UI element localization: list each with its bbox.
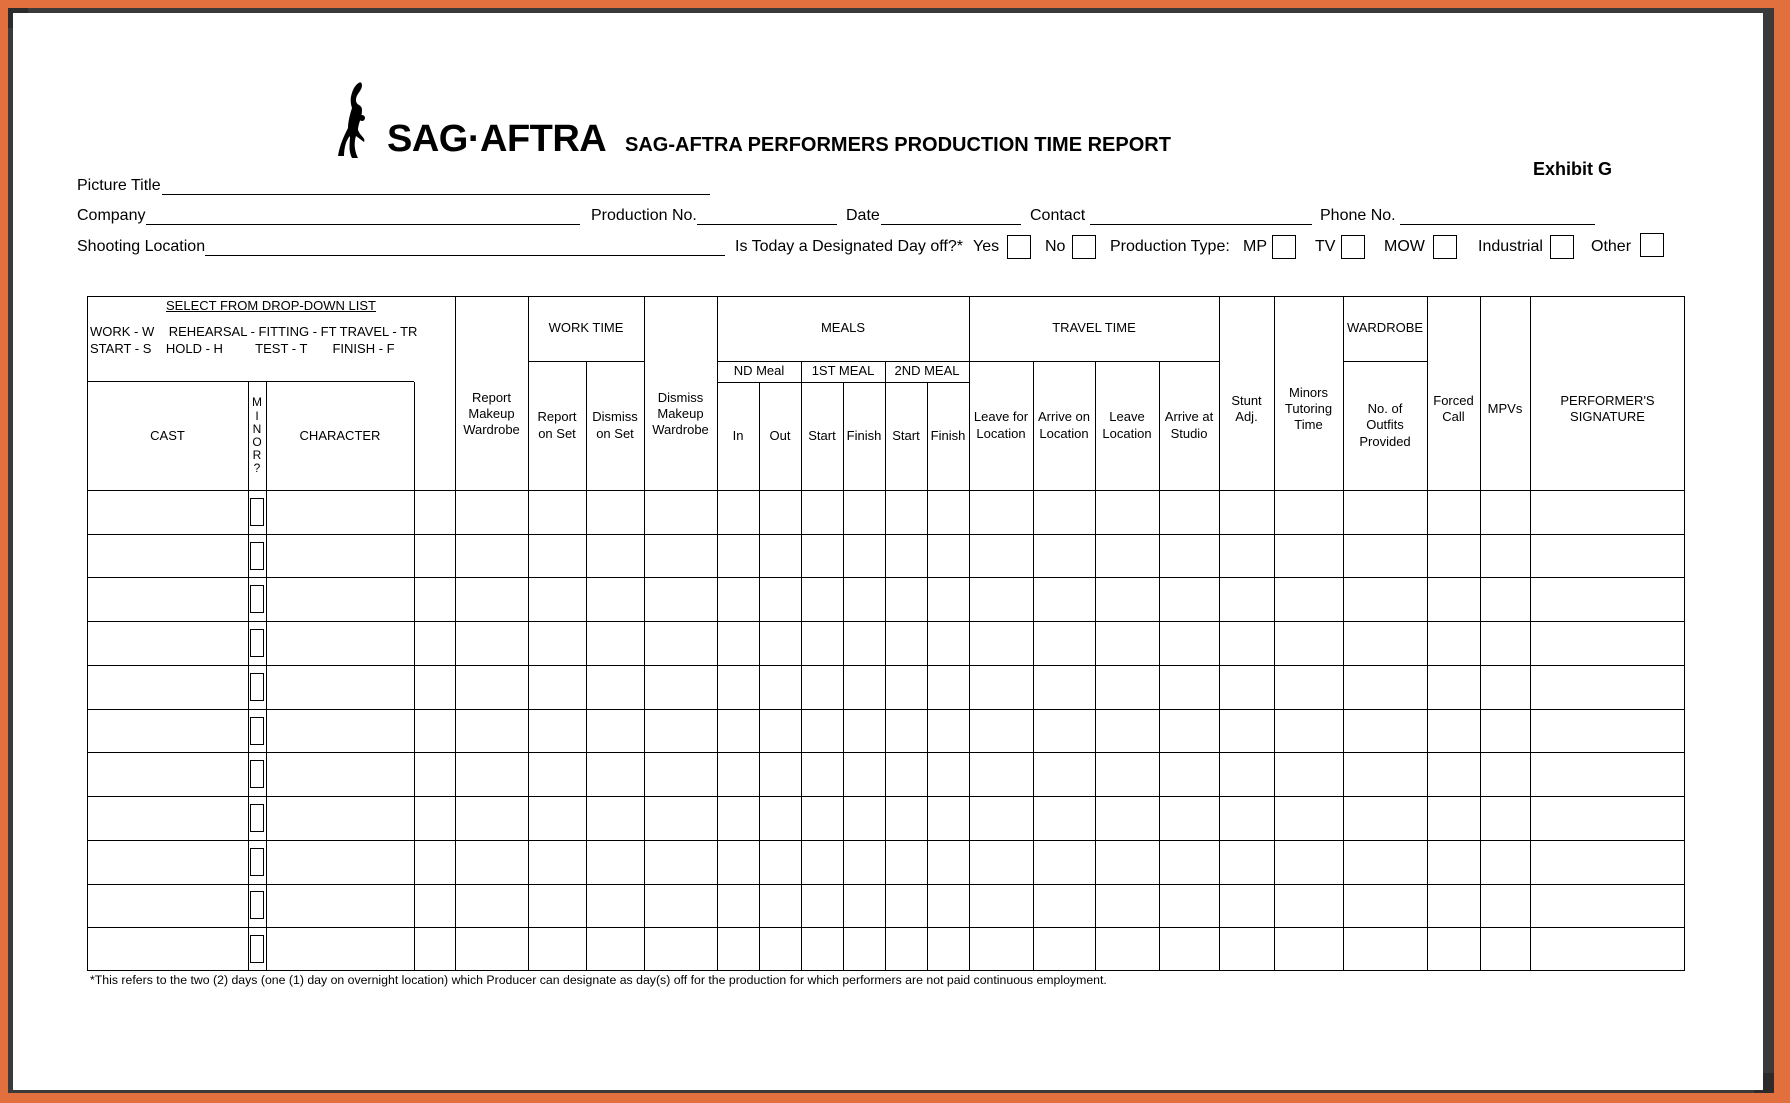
contact-field[interactable] xyxy=(1090,224,1312,225)
column-divider xyxy=(969,296,970,971)
mpvs-header: MPVs xyxy=(1487,400,1523,416)
minor-checkbox[interactable] xyxy=(250,717,264,745)
column-divider xyxy=(455,296,456,971)
minor-checkbox[interactable] xyxy=(250,673,264,701)
column-divider xyxy=(885,361,886,971)
arrive-on-location-header: Arrive on Location xyxy=(1037,409,1091,441)
cast-header: CAST xyxy=(150,427,185,443)
travel-time-header: TRAVEL TIME xyxy=(1052,320,1136,336)
column-divider xyxy=(586,361,587,971)
table-row xyxy=(87,621,1685,622)
report-on-set-header: Report on Set xyxy=(537,409,577,441)
minor-header: M I N O R ? xyxy=(252,395,262,476)
nd-meal-header: ND Meal xyxy=(733,363,785,379)
dismiss-makeup-header: Dismiss Makeup Wardrobe xyxy=(652,389,709,438)
no-label: No xyxy=(1045,238,1066,255)
nd-in-header: In xyxy=(732,427,744,443)
no-outfits-header: No. of Outfits Provided xyxy=(1359,401,1411,449)
yes-label: Yes xyxy=(973,238,1000,255)
column-divider xyxy=(1530,296,1531,971)
column-divider xyxy=(1480,296,1481,971)
column-divider xyxy=(528,296,529,971)
type-mp-checkbox[interactable] xyxy=(1272,235,1296,259)
footnote: *This refers to the two (2) days (one (1) day on overnight location) which Producer can designate as day(s) off for the production for which performers are not paid continuous employment. xyxy=(90,973,1107,987)
table-row xyxy=(87,840,1685,841)
column-divider xyxy=(1427,296,1428,971)
minor-checkbox[interactable] xyxy=(250,760,264,788)
character-header: CHARACTER xyxy=(299,427,381,443)
column-divider xyxy=(759,382,760,971)
yes-checkbox[interactable] xyxy=(1007,235,1031,259)
legend-heading: SELECT FROM DROP-DOWN LIST xyxy=(166,297,376,313)
picture-title-label: Picture Title xyxy=(77,177,161,194)
no-checkbox[interactable] xyxy=(1072,235,1096,259)
first-meal-header: 1ST MEAL xyxy=(811,363,875,379)
report-makeup-header: Report Makeup Wardrobe xyxy=(463,389,520,438)
second-meal-header: 2ND MEAL xyxy=(894,363,960,379)
minor-checkbox[interactable] xyxy=(250,848,264,876)
meal1-finish-header: Finish xyxy=(846,427,882,443)
type-mow-checkbox[interactable] xyxy=(1433,235,1457,259)
column-divider xyxy=(1033,361,1034,971)
table-row xyxy=(87,709,1685,710)
date-field[interactable] xyxy=(881,224,1021,225)
production-no-label: Production No. xyxy=(591,207,697,224)
date-label: Date xyxy=(846,207,880,224)
type-tv-label: TV xyxy=(1315,238,1336,255)
column-divider xyxy=(644,296,645,971)
meal1-start-header: Start xyxy=(808,427,836,443)
column-divider xyxy=(1159,361,1160,971)
column-divider xyxy=(248,382,249,971)
table-row xyxy=(87,752,1685,753)
type-industrial-checkbox[interactable] xyxy=(1550,235,1574,259)
table-row xyxy=(87,577,1685,578)
minor-checkbox[interactable] xyxy=(250,585,264,613)
production-type-label: Production Type: xyxy=(1110,238,1230,255)
table-row xyxy=(87,534,1685,535)
table-row xyxy=(87,927,1685,928)
arrive-at-studio-header: Arrive at Studio xyxy=(1164,409,1214,441)
signature-header: PERFORMER'S SIGNATURE xyxy=(1560,392,1655,424)
wardrobe-header: WARDROBE xyxy=(1346,320,1424,336)
minor-checkbox[interactable] xyxy=(250,891,264,919)
column-divider xyxy=(927,382,928,971)
type-other-label: Other xyxy=(1591,238,1632,255)
column-divider xyxy=(843,382,844,971)
meal2-start-header: Start xyxy=(892,427,920,443)
type-mp-label: MP xyxy=(1243,238,1267,255)
report-page xyxy=(13,13,1763,1090)
shooting-location-label: Shooting Location xyxy=(77,238,206,255)
minors-tutoring-header: Minors Tutoring Time xyxy=(1284,384,1333,433)
exhibit-label: Exhibit G xyxy=(1533,159,1613,179)
day-off-question: Is Today a Designated Day off?* xyxy=(735,238,963,255)
time-report-table xyxy=(87,296,1685,971)
meal2-finish-header: Finish xyxy=(930,427,966,443)
meals-header: MEALS xyxy=(820,320,866,336)
contact-label: Contact xyxy=(1030,207,1086,224)
minor-checkbox[interactable] xyxy=(250,804,264,832)
minor-checkbox[interactable] xyxy=(250,542,264,570)
company-field[interactable] xyxy=(146,224,580,225)
shooting-location-field[interactable] xyxy=(205,255,725,256)
dismiss-on-set-header: Dismiss on Set xyxy=(592,409,638,441)
legend-line-1: WORK - W REHEARSAL - FITTING - FT TRAVEL - TR xyxy=(90,323,418,339)
column-divider xyxy=(266,382,267,971)
dancer-figure-icon xyxy=(332,78,388,183)
phone-no-label: Phone No. xyxy=(1320,207,1396,224)
type-tv-checkbox[interactable] xyxy=(1341,235,1365,259)
sag-aftra-logo xyxy=(332,78,607,183)
company-label: Company xyxy=(77,207,146,224)
type-industrial-label: Industrial xyxy=(1478,238,1543,255)
leave-location-header: Leave Location xyxy=(1102,409,1152,441)
column-divider xyxy=(1274,296,1275,971)
legend-line-2: START - S HOLD - H TEST - T FINISH - F xyxy=(90,340,395,356)
type-mow-label: MOW xyxy=(1384,238,1425,255)
column-divider xyxy=(717,296,718,971)
work-time-header: WORK TIME xyxy=(548,320,624,336)
phone-no-field[interactable] xyxy=(1400,224,1595,225)
column-divider xyxy=(1219,296,1220,971)
column-divider xyxy=(1095,361,1096,971)
column-divider xyxy=(1343,296,1344,971)
minor-checkbox[interactable] xyxy=(250,498,264,526)
stunt-adj-header: Stunt Adj. xyxy=(1231,392,1262,424)
logo-wordmark: SAG·AFTRA xyxy=(387,118,607,160)
column-divider xyxy=(414,382,415,971)
header-bottom-line xyxy=(87,490,1685,491)
forced-call-header: Forced Call xyxy=(1433,392,1474,424)
nd-out-header: Out xyxy=(769,427,791,443)
picture-title-field[interactable] xyxy=(162,194,710,195)
table-row xyxy=(87,884,1685,885)
column-divider xyxy=(801,361,802,971)
minor-checkbox[interactable] xyxy=(250,629,264,657)
type-other-checkbox[interactable] xyxy=(1640,233,1664,257)
report-title: SAG-AFTRA PERFORMERS PRODUCTION TIME REPORT xyxy=(625,134,1171,156)
production-no-field[interactable] xyxy=(697,224,837,225)
table-row xyxy=(87,665,1685,666)
table-row xyxy=(87,796,1685,797)
leave-for-location-header: Leave for Location xyxy=(973,409,1029,441)
minor-checkbox[interactable] xyxy=(250,935,264,963)
